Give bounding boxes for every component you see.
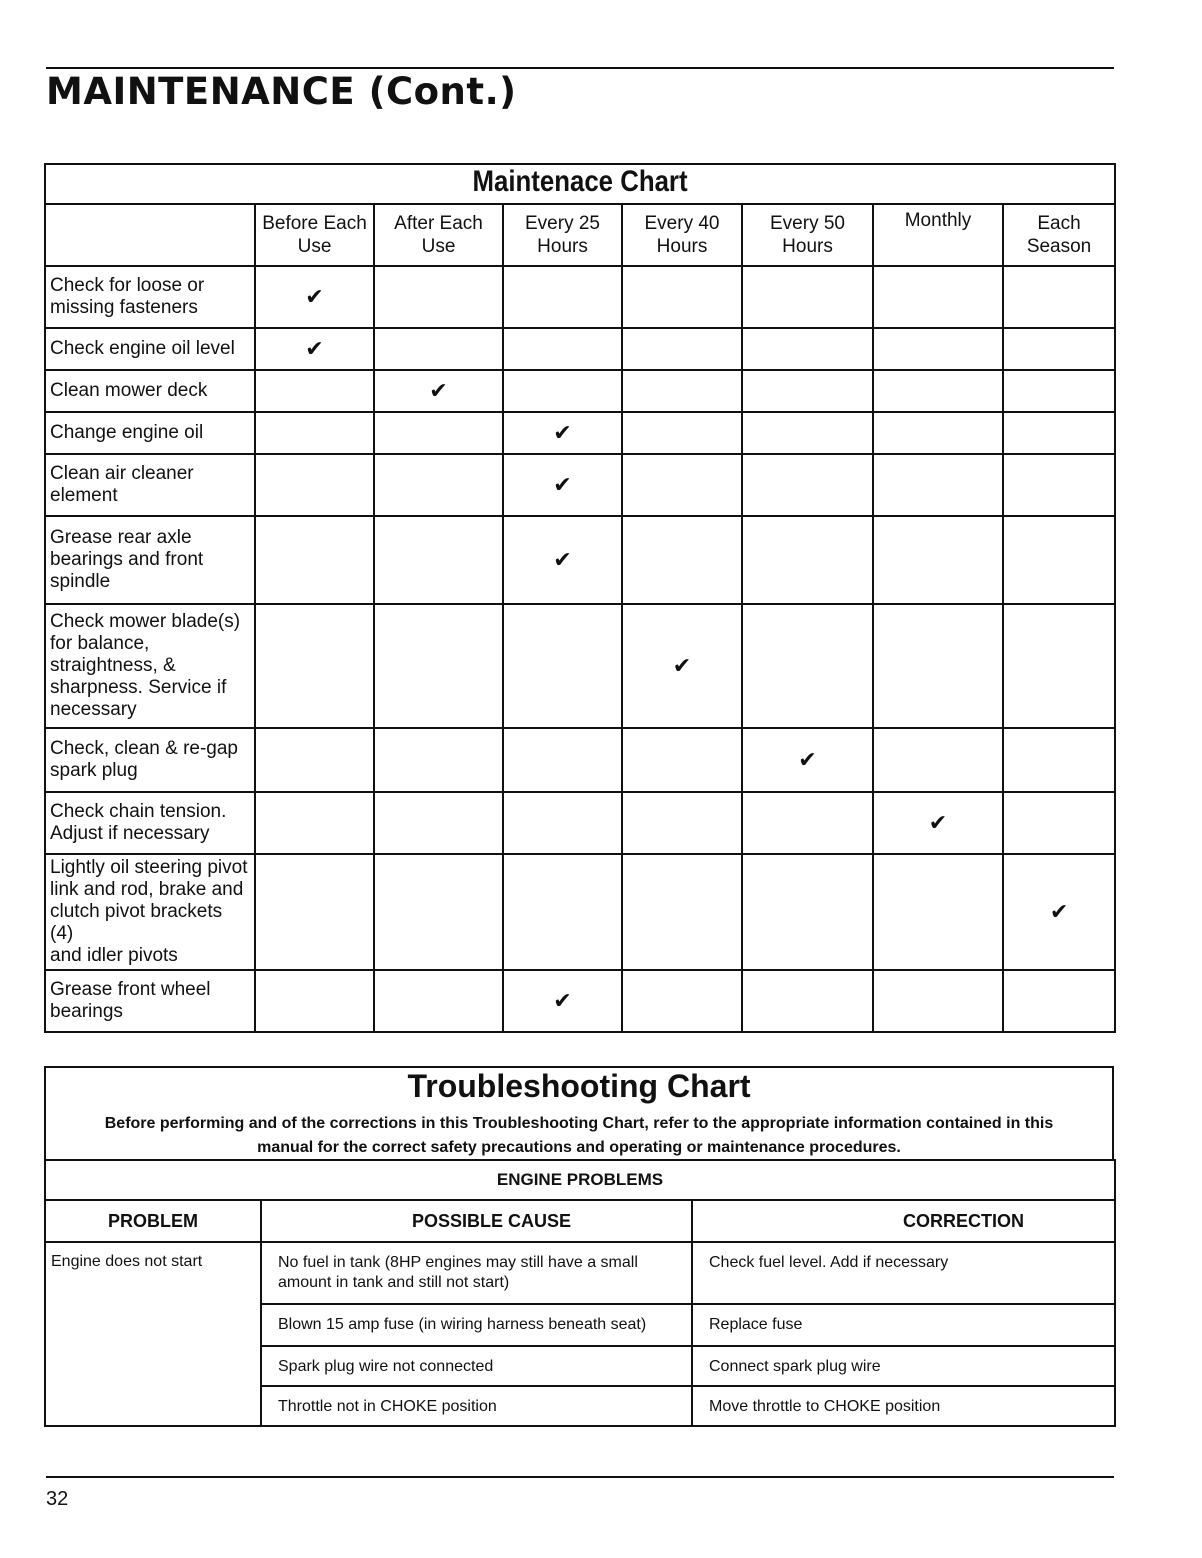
task-line: spindle: [50, 571, 111, 592]
schedule-cell: [742, 516, 873, 604]
schedule-cell: [374, 604, 503, 728]
schedule-cell: [622, 854, 742, 970]
maintenance-chart-title-text: Maintenace Chart: [472, 165, 688, 198]
schedule-cell: [503, 516, 622, 604]
schedule-cell: [374, 412, 503, 454]
check-icon: ✔: [553, 420, 572, 445]
schedule-cell: [622, 792, 742, 854]
task-line: Clean mower deck: [50, 380, 208, 401]
schedule-cell: [1003, 266, 1115, 328]
task-line: Grease rear axle: [50, 527, 192, 548]
task-line: straightness, &: [50, 655, 176, 676]
schedule-cell: [873, 266, 1003, 328]
check-icon: ✔: [553, 547, 572, 572]
task-line: clutch pivot brackets (4): [50, 901, 223, 944]
maintenance-row: [45, 328, 1115, 370]
schedule-cell: [374, 516, 503, 604]
schedule-cell: [503, 328, 622, 370]
col-header: Each Season: [1003, 204, 1115, 266]
schedule-cell: [374, 854, 503, 970]
schedule-cell: [742, 454, 873, 516]
schedule-cell: [503, 792, 622, 854]
maintenance-row: [45, 792, 1115, 854]
schedule-cell: [742, 728, 873, 792]
schedule-cell: [622, 516, 742, 604]
troubleshooting-note-line2: manual for the correct safety precautions and operating or maintenance procedures.: [257, 1139, 901, 1156]
schedule-cell: [1003, 454, 1115, 516]
schedule-cell: [873, 516, 1003, 604]
correction-header: CORRECTION: [692, 1200, 1115, 1242]
schedule-cell: [255, 516, 374, 604]
task-cell: [45, 328, 255, 370]
task-line: for balance,: [50, 633, 150, 654]
schedule-cell: [873, 454, 1003, 516]
maintenance-row: [45, 728, 1115, 792]
check-icon: ✔: [928, 810, 948, 835]
schedule-cell: [503, 604, 622, 728]
maintenance-chart: [44, 163, 1116, 1033]
page-number: 32: [46, 1488, 69, 1510]
maintenance-title-row: [45, 164, 1115, 204]
col-header: Every 50 Hours: [742, 204, 873, 266]
troubleshooting-row: [45, 1242, 1115, 1304]
task-cell: [45, 854, 255, 970]
schedule-cell: [622, 412, 742, 454]
schedule-cell: [255, 266, 374, 328]
check-icon: ✔: [553, 472, 572, 497]
schedule-cell: [255, 328, 374, 370]
task-line: Check mower blade(s): [50, 611, 241, 632]
cause-cell: [261, 1242, 692, 1304]
schedule-cell: [622, 454, 742, 516]
schedule-cell: [374, 454, 503, 516]
correction-cell: Check fuel level. Add if necessary: [692, 1242, 1115, 1304]
task-cell: [45, 412, 255, 454]
check-icon: ✔: [305, 284, 324, 309]
schedule-cell: [255, 728, 374, 792]
bottom-rule: [46, 1476, 1114, 1478]
schedule-cell: [873, 970, 1003, 1032]
troubleshooting-table: [44, 1159, 1116, 1427]
column-header-row: [45, 1200, 1115, 1242]
maintenance-header-row: [45, 204, 1115, 266]
task-cell: [45, 516, 255, 604]
schedule-cell: [873, 728, 1003, 792]
check-icon: ✔: [672, 653, 692, 678]
schedule-cell: [503, 728, 622, 792]
task-line: sharpness. Service if: [50, 677, 227, 698]
maintenance-row: [45, 266, 1115, 328]
check-icon: ✔: [798, 747, 817, 772]
schedule-cell: [1003, 854, 1115, 970]
schedule-cell: [742, 854, 873, 970]
schedule-cell: [742, 412, 873, 454]
task-line: Check engine oil level: [50, 338, 235, 359]
troubleshooting-chart-title: Troubleshooting Chart: [407, 1068, 751, 1104]
task-line: bearings: [50, 1001, 123, 1022]
cause-header: POSSIBLE CAUSE: [261, 1200, 692, 1242]
schedule-cell: [742, 792, 873, 854]
schedule-cell: [255, 454, 374, 516]
schedule-cell: [374, 970, 503, 1032]
schedule-cell: [374, 792, 503, 854]
correction-cell: Connect spark plug wire: [692, 1346, 1115, 1386]
cause-line: amount in tank and still not start): [278, 1274, 510, 1291]
schedule-cell: [255, 412, 374, 454]
top-rule: [46, 67, 1114, 69]
maintenance-row: [45, 854, 1115, 970]
schedule-cell: [503, 854, 622, 970]
schedule-cell: [374, 266, 503, 328]
task-line: Check, clean & re-gap: [50, 738, 238, 759]
col-header: After Each Use: [374, 204, 503, 266]
task-line: Check chain tension.: [50, 801, 227, 822]
maintenance-row: [45, 516, 1115, 604]
task-line: missing fasteners: [50, 297, 198, 318]
cause-cell: [261, 1346, 692, 1386]
schedule-cell: [1003, 792, 1115, 854]
task-cell: [45, 792, 255, 854]
schedule-cell: [742, 604, 873, 728]
col-header: Before Each Use: [255, 204, 374, 266]
task-cell: [45, 454, 255, 516]
troubleshooting-note: [58, 1112, 1100, 1160]
cause-line: Throttle not in CHOKE position: [278, 1398, 497, 1415]
correction-cell: Move throttle to CHOKE position: [692, 1386, 1115, 1426]
schedule-cell: [622, 370, 742, 412]
task-line: and idler pivots: [50, 945, 178, 966]
schedule-cell: [255, 792, 374, 854]
schedule-cell: [503, 454, 622, 516]
schedule-cell: [255, 854, 374, 970]
check-icon: ✔: [1049, 899, 1069, 924]
schedule-cell: [1003, 412, 1115, 454]
maintenance-chart-title: [45, 164, 1115, 204]
task-cell: [45, 728, 255, 792]
schedule-cell: [374, 728, 503, 792]
schedule-cell: [622, 604, 742, 728]
schedule-cell: [374, 370, 503, 412]
schedule-cell: [873, 328, 1003, 370]
schedule-cell: [1003, 516, 1115, 604]
problem-cell: Engine does not start: [45, 1242, 261, 1426]
schedule-cell: [1003, 370, 1115, 412]
task-line: Grease front wheel: [50, 979, 211, 1000]
check-icon: ✔: [305, 336, 324, 361]
col-header: Every 25 Hours: [503, 204, 622, 266]
task-line: Adjust if necessary: [50, 823, 210, 844]
schedule-cell: [1003, 604, 1115, 728]
schedule-cell: [374, 328, 503, 370]
task-line: Check for loose or: [50, 275, 205, 296]
section-row: [45, 1160, 1115, 1200]
task-cell: [45, 604, 255, 728]
schedule-cell: [255, 370, 374, 412]
cause-cell: [261, 1386, 692, 1426]
task-line: Lightly oil steering pivot: [50, 857, 248, 878]
task-line: link and rod, brake and: [50, 879, 244, 900]
task-line: Change engine oil: [50, 422, 204, 443]
task-line: spark plug: [50, 760, 138, 781]
schedule-cell: [1003, 328, 1115, 370]
task-line: necessary: [50, 699, 137, 720]
maintenance-row: [45, 412, 1115, 454]
schedule-cell: [873, 792, 1003, 854]
schedule-cell: [255, 604, 374, 728]
maintenance-row: [45, 370, 1115, 412]
cause-line: No fuel in tank (8HP engines may still have a small: [278, 1254, 638, 1271]
schedule-cell: [503, 970, 622, 1032]
section-title: ENGINE PROBLEMS: [45, 1160, 1115, 1200]
schedule-cell: [742, 970, 873, 1032]
check-icon: ✔: [553, 988, 572, 1013]
problem-header: PROBLEM: [45, 1200, 261, 1242]
schedule-cell: [622, 266, 742, 328]
col-header: Monthly: [873, 204, 1003, 266]
maintenance-row: [45, 970, 1115, 1032]
schedule-cell: [742, 370, 873, 412]
schedule-cell: [1003, 970, 1115, 1032]
schedule-cell: [503, 370, 622, 412]
schedule-cell: [622, 970, 742, 1032]
blank-header-cell: [45, 204, 255, 266]
cause-line: Spark plug wire not connected: [278, 1358, 494, 1375]
task-line: bearings and front: [50, 549, 204, 570]
schedule-cell: [255, 970, 374, 1032]
schedule-cell: [873, 604, 1003, 728]
schedule-cell: [742, 266, 873, 328]
cause-line: Blown 15 amp fuse (in wiring harness beneath seat): [278, 1316, 647, 1333]
col-header: Every 40 Hours: [622, 204, 742, 266]
task-cell: [45, 370, 255, 412]
maintenance-row: [45, 454, 1115, 516]
schedule-cell: [1003, 728, 1115, 792]
schedule-cell: [622, 328, 742, 370]
task-line: Clean air cleaner: [50, 463, 194, 484]
cause-cell: [261, 1304, 692, 1346]
schedule-cell: [503, 266, 622, 328]
correction-cell: Replace fuse: [692, 1304, 1115, 1346]
task-cell: [45, 970, 255, 1032]
schedule-cell: [503, 412, 622, 454]
schedule-cell: [873, 370, 1003, 412]
schedule-cell: [873, 412, 1003, 454]
maintenance-row: [45, 604, 1115, 728]
task-cell: [45, 266, 255, 328]
schedule-cell: [742, 328, 873, 370]
troubleshooting-note-line1: Before performing and of the corrections in this Troubleshooting Chart, refer to the appropriate information contained in this: [104, 1115, 1054, 1132]
schedule-cell: [622, 728, 742, 792]
task-line: element: [50, 485, 118, 506]
check-icon: ✔: [429, 378, 448, 403]
schedule-cell: [873, 854, 1003, 970]
troubleshooting-header-box: [44, 1066, 1114, 1160]
page-title: MAINTENANCE (Cont.): [46, 70, 517, 113]
